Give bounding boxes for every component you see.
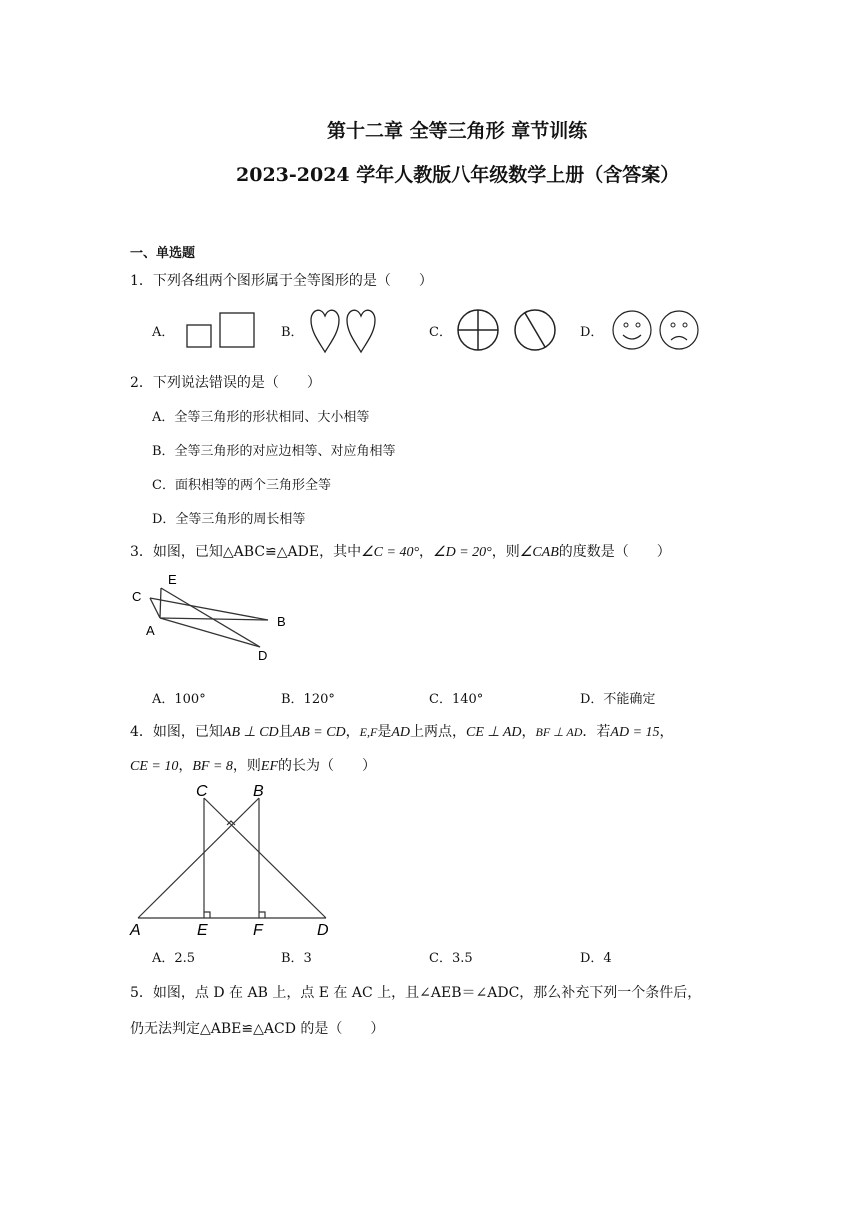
frown-face-icon: [660, 311, 698, 349]
point-label-a: A: [130, 922, 141, 939]
point-label-d: D: [258, 648, 268, 663]
q2-option-d: D．全等三角形的周长相等: [152, 512, 306, 527]
q1-option-b-label: B．: [281, 325, 304, 340]
point-label-c: C: [196, 783, 208, 800]
question-3-stem: 3．如图，已知△ABC≌△ADE，其中∠C = 40°，∠D = 20°，则∠CAB的度数是（ ）: [130, 544, 671, 560]
question-1-stem: 1．下列各组两个图形属于全等图形的是（ ）: [130, 273, 433, 289]
q3-option-d: D．不能确定: [580, 692, 656, 707]
question-5-stem-line1: 5．如图，点 D 在 AB 上，点 E 在 AC 上，且∠AEB＝∠ADC，那么补充下列一个条件后，: [130, 985, 702, 1001]
q1-option-d-faces-figure: [612, 309, 702, 353]
point-label-a: A: [146, 623, 155, 638]
point-label-e: E: [197, 922, 208, 939]
q3-triangle-diagram: [128, 570, 298, 664]
q3-option-a: A．100°: [152, 692, 206, 707]
page-title: 第十二章 全等三角形 章节训练: [327, 120, 588, 142]
q3-asked-angle: ∠CAB: [519, 545, 559, 560]
point-label-b: B: [253, 783, 264, 800]
q2-option-b: B．全等三角形的对应边相等、对应角相等: [152, 444, 396, 459]
section-heading: 一、单选题: [130, 246, 196, 261]
q3-option-b: B．120°: [281, 692, 335, 707]
q4-perpendicular-diagram: [128, 780, 348, 938]
q4-option-a: A．2.5: [152, 951, 196, 966]
heart-icon: [311, 310, 339, 352]
q1-option-a-squares-figure: [185, 311, 257, 349]
page-subtitle: 2023-2024 学年人教版八年级数学上册（含答案）: [236, 164, 680, 186]
q1-option-c-label: C．: [429, 325, 452, 340]
heart-icon: [347, 310, 375, 352]
q1-option-b-hearts-figure: [309, 306, 381, 354]
point-label-b: B: [277, 614, 286, 629]
question-4-stem-line2: CE = 10，BF = 8，则EF的长为（ ）: [130, 758, 377, 774]
question-5-stem-line2: 仍无法判定△ABE≌△ACD 的是（ ）: [130, 1021, 385, 1037]
q1-option-c-circles-figure: [456, 308, 558, 354]
q3-condition-d: ∠D = 20°: [433, 545, 492, 560]
point-label-e: E: [168, 572, 177, 587]
smiley-face-icon: [613, 311, 651, 349]
question-2-stem: 2．下列说法错误的是（ ）: [130, 375, 321, 391]
q1-option-d-label: D．: [580, 325, 604, 340]
q3-option-c: C．140°: [429, 692, 484, 707]
q4-option-c: C．3.5: [429, 951, 473, 966]
q4-option-d: D．4: [580, 951, 612, 966]
small-square-shape: [187, 325, 211, 347]
large-square-shape: [220, 313, 254, 347]
q4-option-b: B．3: [281, 951, 312, 966]
q2-option-a: A．全等三角形的形状相同、大小相等: [152, 410, 370, 425]
point-label-f: F: [253, 922, 263, 939]
q1-option-a-label: A．: [152, 325, 175, 340]
point-label-c: C: [132, 589, 142, 604]
point-label-d: D: [317, 922, 329, 939]
q3-condition-c: ∠C = 40°: [361, 545, 420, 560]
q2-option-c: C．面积相等的两个三角形全等: [152, 478, 331, 493]
question-4-stem-line1: 4．如图，已知AB ⊥ CD且AB = CD，E,F是AD上两点，CE ⊥ AD，BF ⊥ AD．若AD = 15，: [130, 724, 674, 740]
